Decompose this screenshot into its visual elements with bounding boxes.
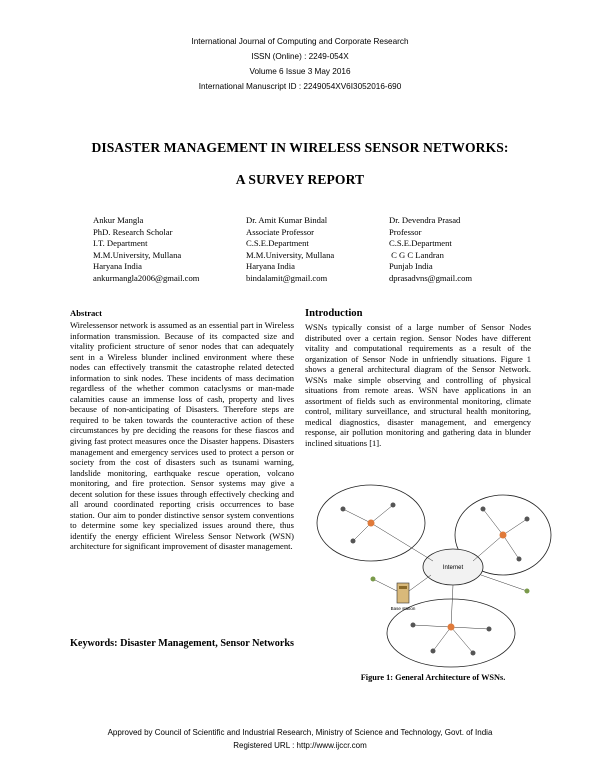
author-name: Ankur Mangla: [93, 215, 144, 225]
sensor-node: [481, 507, 486, 512]
author-place: Haryana India: [93, 261, 142, 272]
base-station-slot: [399, 586, 407, 589]
author-role: PhD. Research Scholar: [93, 226, 173, 237]
sensor-node: [411, 623, 416, 628]
sensor-node: [525, 517, 530, 522]
author-role: Professor: [389, 226, 422, 237]
footer-approval: Approved by Council of Scientific and Industrial Research, Ministry of Science and Technology, Govt. of India: [107, 728, 493, 737]
sensor-node: [431, 649, 436, 654]
paper-title-line2: A SURVEY REPORT: [235, 172, 365, 187]
sink-node: [368, 520, 375, 527]
introduction-heading: Introduction: [305, 308, 363, 319]
sensor-node: [471, 651, 476, 656]
author-univ: M.M.University, Mullana: [93, 249, 182, 260]
sensor-node: [351, 539, 356, 544]
author-dept: I.T. Department: [93, 238, 148, 249]
wsn-architecture-figure: [313, 479, 553, 671]
sink-node: [448, 624, 455, 631]
author-dept: C.S.E.Department: [389, 238, 452, 249]
abstract-text: Wirelessensor network is assumed as an essential part in Wireless information transmission. Because of its compacted size and vitality proficient structure of senor nodes that can adequately sent in a Wireless blunder inclined environment where these nodes can effectively transmit the catastrophe related detected information to sink nodes. These incidents of mass decimation regardless of the whether common cataclysms or man-made calamities cause an immense loss of cash, property and lives because of non-anticipating of Disasters. Therefore steps are required to be taken towards the counteractive action of these circumstances by pre deciding the reasons for these fiascos and giving fast protect measures once the Disaster happens. Disasters management and emergency services used to protect a person or society from the cost of disasters such as tsunami warning, landslide monitoring, earthquake rescue operation, volcano monitoring, and fire protection. Sensor systems may give a decent solution for these issues through effectively checking and all around coordinated reporting crisis occurrences to base station. Our aim to ponder distinctive sensor system conventions to determine some key specialized issues around there, thus identify the energy efficient Wireless Sensor Network (WSN) architecture for significant improvement of disaster management.: [70, 320, 294, 552]
user-node: [525, 589, 530, 594]
introduction-text: WSNs typically consist of a large number of Sensor Nodes distributed over a certain region. Sensor Nodes have different vitality and computational requirements as a result of the organization of Sensor Node in unfriendly situations. Figure 1 shows a general architectural diagram of the Sensor Network. WSNs make simple observing and controlling of physical situations from remote areas. WSN have applications in an assortment of fields such as environmental monitoring, climate control, military surveillance, and structural health monitoring, medical diagnostics, disaster management, and emergency response, air pollution monitoring and gathering data in blunder inclined situations [1].: [305, 322, 531, 449]
author-email: bindalamit@gmail.com: [246, 272, 328, 283]
author-place: Haryana India: [246, 261, 295, 272]
journal-header: [0, 34, 600, 94]
journal-issn: ISSN (Online) : 2249-054X: [251, 52, 349, 61]
page-footer: [0, 727, 600, 752]
author-univ: C G C Landran: [389, 249, 444, 260]
user-node: [371, 577, 376, 582]
journal-name: International Journal of Computing and Corporate Research: [191, 37, 409, 46]
author-3: [389, 215, 472, 285]
base-station-label: Base station: [390, 606, 416, 611]
author-place: Punjab India: [389, 261, 433, 272]
sink-node: [500, 532, 507, 539]
journal-volume: Volume 6 Issue 3 May 2016: [249, 67, 351, 76]
author-name: Dr. Amit Kumar Bindal: [246, 215, 328, 225]
author-email: dprasadvns@gmail.com: [389, 272, 473, 283]
author-dept: C.S.E.Department: [246, 238, 309, 249]
author-name: Dr. Devendra Prasad: [389, 215, 461, 225]
keywords: Keywords: Disaster Management, Sensor Networks: [70, 638, 295, 649]
sensor-node: [391, 503, 396, 508]
figure-caption: Figure 1: General Architecture of WSNs.: [360, 673, 506, 682]
author-univ: M.M.University, Mullana: [246, 249, 335, 260]
sensor-node: [517, 557, 522, 562]
manuscript-id: International Manuscript ID : 2249054XV6I3052016-690: [198, 82, 402, 91]
sensor-node: [341, 507, 346, 512]
abstract-heading: Abstract: [70, 308, 102, 318]
paper-title: [0, 135, 600, 193]
paper-title-line1: DISASTER MANAGEMENT IN WIRELESS SENSOR NETWORKS:: [91, 140, 509, 155]
author-email: ankurmangla2006@gmail.com: [93, 272, 200, 283]
sensor-node: [487, 627, 492, 632]
author-role: Associate Professor: [246, 226, 315, 237]
author-2: [246, 215, 334, 285]
author-1: [93, 215, 199, 285]
footer-url: Registered URL : http://www.ijccr.com: [233, 740, 367, 750]
internet-label: Internet: [442, 565, 464, 571]
